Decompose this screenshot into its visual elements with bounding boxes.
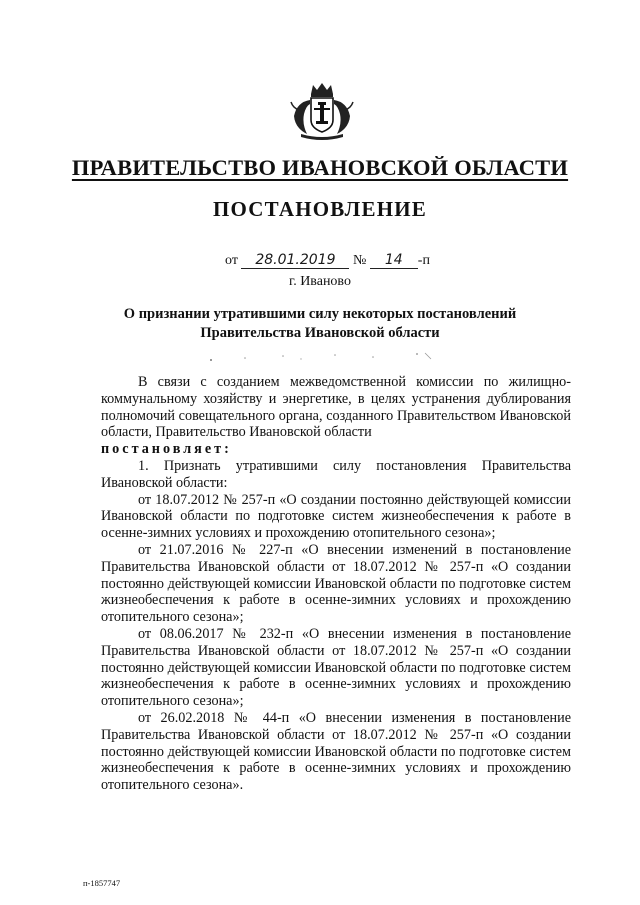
document-body	[101, 374, 571, 794]
date-prefix-label: от	[225, 253, 238, 268]
number-label: №	[352, 253, 367, 268]
issue-city: г. Иваново	[289, 274, 351, 289]
document-code: п-1857747	[83, 878, 121, 888]
number-suffix: -п	[417, 253, 430, 268]
repealed-act-item: от 26.02.2018 № 44-п «О внесении изменения в постановление Правительства Ивановской области от 18.07.2012 № 257-п «О создании постоянно действующей комиссии Ивановской области по подготовке систем жизнеобеспечения к работе в осенне-зимних условиях и прохождению отопительного сезона».	[101, 709, 571, 794]
document-type-title: ПОСТАНОВЛЕНИЕ	[212, 197, 428, 221]
scan-noise	[205, 350, 435, 364]
repealed-act-item: от 21.07.2016 № 227-п «О внесении изменений в постановление Правительства Ивановской области от 18.07.2012 № 257-п «О создании постоянно действующей комиссии Ивановской области по подготовке систем жизнеобеспечения к работе в осенне-зимних условиях и прохождению отопительного сезона»;	[101, 541, 571, 626]
document-subject	[120, 305, 520, 343]
subject-line: О признании утратившими силу некоторых постановлений	[123, 306, 517, 322]
repealed-act-item: от 18.07.2012 № 257-п «О создании постоянно действующей комиссии Ивановской области по подготовке систем жизнеобеспечения к работе в осенне-зимних условиях и прохождению отопительного сезона»;	[101, 491, 571, 542]
repealed-act-item: от 08.06.2017 № 232-п «О внесении изменения в постановление Правительства Ивановской области от 18.07.2012 № 257-п «О создании постоянно действующей комиссии Ивановской области по подготовке систем жизнеобеспечения к работе в осенне-зимних условиях и прохождению отопительного сезона»;	[101, 625, 571, 710]
document-dateline	[225, 253, 430, 269]
document-number: 14	[370, 253, 418, 269]
body-paragraph: 1. Признать утратившими силу постановления Правительства Ивановской области:	[101, 457, 571, 491]
document-date: 28.01.2019	[241, 253, 349, 269]
body-paragraph: В связи с созданием межведомственной комиссии по жилищно-коммунальному хозяйству и энергетике, в целях устранения дублирования полномочий совещательного органа, созданного Правительством Ивановской области, Правительство Ивановской области	[101, 374, 571, 441]
subject-line: Правительства Ивановской области	[200, 325, 440, 341]
ivanovo-coat-of-arms-icon	[289, 82, 355, 140]
resolves-keyword: постановляет:	[101, 441, 232, 458]
government-title: ПРАВИТЕЛЬСТВО ИВАНОВСКОЙ ОБЛАСТИ	[71, 155, 569, 180]
